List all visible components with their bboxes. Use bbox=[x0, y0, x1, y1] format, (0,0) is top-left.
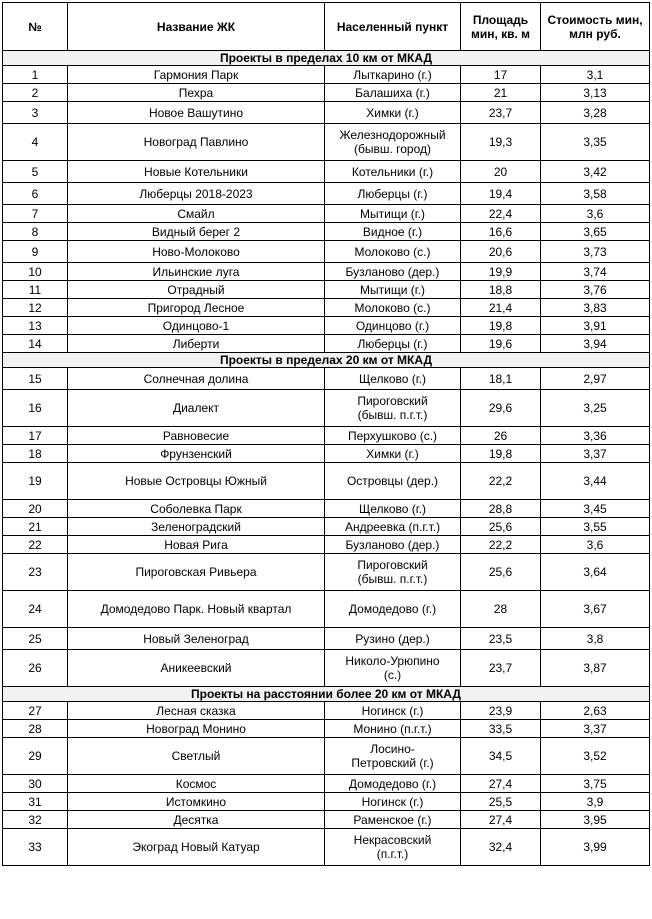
table-row bbox=[3, 183, 650, 205]
cell-complex-name: Равновесие bbox=[68, 427, 325, 445]
cell-number: 19 bbox=[3, 463, 68, 500]
cell-locality: Химки (г.) bbox=[325, 445, 461, 463]
table-row bbox=[3, 124, 650, 161]
cell-min-price: 3,9 bbox=[541, 793, 650, 811]
cell-complex-name: Видный берег 2 bbox=[68, 223, 325, 241]
cell-min-area: 33,5 bbox=[461, 720, 541, 738]
cell-min-price: 3,6 bbox=[541, 205, 650, 223]
cell-locality: Видное (г.) bbox=[325, 223, 461, 241]
cell-number: 26 bbox=[3, 650, 68, 687]
cell-number: 15 bbox=[3, 368, 68, 390]
cell-complex-name: Светлый bbox=[68, 738, 325, 775]
cell-min-area: 21 bbox=[461, 84, 541, 102]
table-row bbox=[3, 829, 650, 866]
cell-complex-name: Новые Островцы Южный bbox=[68, 463, 325, 500]
table-row bbox=[3, 66, 650, 84]
cell-min-price: 3,74 bbox=[541, 263, 650, 281]
header-row bbox=[3, 3, 650, 51]
cell-locality: Домодедово (г.) bbox=[325, 591, 461, 628]
table-row bbox=[3, 720, 650, 738]
cell-number: 3 bbox=[3, 102, 68, 124]
cell-min-price: 3,91 bbox=[541, 317, 650, 335]
table-row bbox=[3, 299, 650, 317]
cell-min-area: 25,6 bbox=[461, 554, 541, 591]
table-body bbox=[3, 51, 650, 866]
cell-complex-name: Люберцы 2018-2023 bbox=[68, 183, 325, 205]
cell-min-price: 3,37 bbox=[541, 720, 650, 738]
cell-complex-name: Аникеевский bbox=[68, 650, 325, 687]
cell-min-price: 3,45 bbox=[541, 500, 650, 518]
cell-min-price: 3,73 bbox=[541, 241, 650, 263]
cell-min-area: 18,1 bbox=[461, 368, 541, 390]
cell-locality: Мытищи (г.) bbox=[325, 205, 461, 223]
cell-min-price: 2,63 bbox=[541, 702, 650, 720]
table-row bbox=[3, 738, 650, 775]
table-row bbox=[3, 811, 650, 829]
cell-min-area: 23,7 bbox=[461, 650, 541, 687]
cell-complex-name: Новоград Монино bbox=[68, 720, 325, 738]
cell-locality: Железнодорожный (бывш. город) bbox=[325, 124, 461, 161]
section-header-row bbox=[3, 353, 650, 368]
cell-number: 13 bbox=[3, 317, 68, 335]
cell-complex-name: Диалект bbox=[68, 390, 325, 427]
cell-locality: Люберцы (г.) bbox=[325, 335, 461, 353]
cell-min-price: 3,25 bbox=[541, 390, 650, 427]
cell-min-price: 3,58 bbox=[541, 183, 650, 205]
table-row bbox=[3, 241, 650, 263]
cell-min-area: 21,4 bbox=[461, 299, 541, 317]
cell-complex-name: Пироговская Ривьера bbox=[68, 554, 325, 591]
cell-min-price: 3,37 bbox=[541, 445, 650, 463]
cell-number: 27 bbox=[3, 702, 68, 720]
cell-number: 24 bbox=[3, 591, 68, 628]
cell-min-price: 3,99 bbox=[541, 829, 650, 866]
cell-min-price: 3,87 bbox=[541, 650, 650, 687]
cell-min-price: 3,42 bbox=[541, 161, 650, 183]
cell-complex-name: Новое Вашутино bbox=[68, 102, 325, 124]
cell-number: 25 bbox=[3, 628, 68, 650]
cell-complex-name: Десятка bbox=[68, 811, 325, 829]
cell-min-area: 27,4 bbox=[461, 775, 541, 793]
cell-number: 8 bbox=[3, 223, 68, 241]
table-row bbox=[3, 263, 650, 281]
table-row bbox=[3, 427, 650, 445]
cell-complex-name: Лесная сказка bbox=[68, 702, 325, 720]
cell-min-price: 3,52 bbox=[541, 738, 650, 775]
cell-min-area: 26 bbox=[461, 427, 541, 445]
cell-complex-name: Истомкино bbox=[68, 793, 325, 811]
projects-table-wrapper bbox=[2, 2, 650, 866]
table-row bbox=[3, 702, 650, 720]
section-title: Проекты на расстоянии более 20 км от МКАД bbox=[3, 687, 650, 702]
cell-min-area: 25,5 bbox=[461, 793, 541, 811]
header-complex-name: Название ЖК bbox=[68, 3, 325, 51]
cell-min-area: 22,2 bbox=[461, 463, 541, 500]
cell-locality: Домодедово (г.) bbox=[325, 775, 461, 793]
cell-locality: Балашиха (г.) bbox=[325, 84, 461, 102]
cell-min-price: 3,64 bbox=[541, 554, 650, 591]
cell-complex-name: Зеленоградский bbox=[68, 518, 325, 536]
cell-complex-name: Пехра bbox=[68, 84, 325, 102]
table-row bbox=[3, 518, 650, 536]
cell-complex-name: Гармония Парк bbox=[68, 66, 325, 84]
cell-min-area: 20,6 bbox=[461, 241, 541, 263]
cell-number: 17 bbox=[3, 427, 68, 445]
cell-locality: Люберцы (г.) bbox=[325, 183, 461, 205]
cell-min-price: 3,67 bbox=[541, 591, 650, 628]
table-row bbox=[3, 650, 650, 687]
cell-min-area: 28,8 bbox=[461, 500, 541, 518]
cell-complex-name: Пригород Лесное bbox=[68, 299, 325, 317]
table-row bbox=[3, 161, 650, 183]
cell-complex-name: Новый Зеленоград bbox=[68, 628, 325, 650]
table-row bbox=[3, 102, 650, 124]
cell-locality: Молоково (с.) bbox=[325, 299, 461, 317]
cell-min-area: 17 bbox=[461, 66, 541, 84]
cell-complex-name: Отрадный bbox=[68, 281, 325, 299]
cell-number: 33 bbox=[3, 829, 68, 866]
header-min-price: Стоимость мин, млн руб. bbox=[541, 3, 650, 51]
cell-locality: Николо-Урюпино (с.) bbox=[325, 650, 461, 687]
cell-number: 30 bbox=[3, 775, 68, 793]
cell-min-area: 23,9 bbox=[461, 702, 541, 720]
table-row bbox=[3, 368, 650, 390]
cell-locality: Бузланово (дер.) bbox=[325, 536, 461, 554]
cell-number: 18 bbox=[3, 445, 68, 463]
cell-locality: Раменское (г.) bbox=[325, 811, 461, 829]
cell-number: 23 bbox=[3, 554, 68, 591]
cell-locality: Ногинск (г.) bbox=[325, 702, 461, 720]
cell-min-area: 19,8 bbox=[461, 317, 541, 335]
cell-locality: Одинцово (г.) bbox=[325, 317, 461, 335]
table-row bbox=[3, 335, 650, 353]
cell-number: 14 bbox=[3, 335, 68, 353]
header-min-area: Площадь мин, кв. м bbox=[461, 3, 541, 51]
section-header-row bbox=[3, 51, 650, 66]
cell-complex-name: Соболевка Парк bbox=[68, 500, 325, 518]
cell-number: 16 bbox=[3, 390, 68, 427]
cell-min-price: 3,35 bbox=[541, 124, 650, 161]
cell-min-area: 27,4 bbox=[461, 811, 541, 829]
cell-locality: Монино (п.г.т.) bbox=[325, 720, 461, 738]
cell-complex-name: Новоград Павлино bbox=[68, 124, 325, 161]
cell-locality: Химки (г.) bbox=[325, 102, 461, 124]
cell-locality: Пироговский (бывш. п.г.т.) bbox=[325, 390, 461, 427]
cell-number: 12 bbox=[3, 299, 68, 317]
cell-complex-name: Ново-Молоково bbox=[68, 241, 325, 263]
cell-min-price: 3,95 bbox=[541, 811, 650, 829]
cell-complex-name: Фрунзенский bbox=[68, 445, 325, 463]
cell-complex-name: Новая Рига bbox=[68, 536, 325, 554]
table-row bbox=[3, 500, 650, 518]
table-row bbox=[3, 463, 650, 500]
cell-locality: Котельники (г.) bbox=[325, 161, 461, 183]
cell-locality: Ногинск (г.) bbox=[325, 793, 461, 811]
cell-number: 6 bbox=[3, 183, 68, 205]
cell-min-area: 22,4 bbox=[461, 205, 541, 223]
header-locality: Населенный пункт bbox=[325, 3, 461, 51]
cell-min-price: 3,75 bbox=[541, 775, 650, 793]
cell-min-price: 3,55 bbox=[541, 518, 650, 536]
cell-number: 4 bbox=[3, 124, 68, 161]
cell-locality: Щелково (г.) bbox=[325, 368, 461, 390]
cell-number: 21 bbox=[3, 518, 68, 536]
cell-min-area: 16,6 bbox=[461, 223, 541, 241]
cell-min-area: 22,2 bbox=[461, 536, 541, 554]
cell-complex-name: Космос bbox=[68, 775, 325, 793]
cell-locality: Пироговский (бывш. п.г.т.) bbox=[325, 554, 461, 591]
cell-complex-name: Домодедово Парк. Новый квартал bbox=[68, 591, 325, 628]
table-row bbox=[3, 536, 650, 554]
cell-min-price: 3,1 bbox=[541, 66, 650, 84]
cell-locality: Некрасовский (п.г.т.) bbox=[325, 829, 461, 866]
cell-min-area: 23,7 bbox=[461, 102, 541, 124]
cell-number: 11 bbox=[3, 281, 68, 299]
cell-locality: Мытищи (г.) bbox=[325, 281, 461, 299]
cell-min-price: 3,65 bbox=[541, 223, 650, 241]
cell-min-price: 3,28 bbox=[541, 102, 650, 124]
cell-number: 28 bbox=[3, 720, 68, 738]
table-row bbox=[3, 793, 650, 811]
cell-complex-name: Ильинские луга bbox=[68, 263, 325, 281]
cell-min-area: 19,9 bbox=[461, 263, 541, 281]
section-title: Проекты в пределах 10 км от МКАД bbox=[3, 51, 650, 66]
section-header-row bbox=[3, 687, 650, 702]
cell-number: 32 bbox=[3, 811, 68, 829]
cell-min-price: 3,44 bbox=[541, 463, 650, 500]
cell-complex-name: Экоград Новый Катуар bbox=[68, 829, 325, 866]
cell-number: 31 bbox=[3, 793, 68, 811]
cell-complex-name: Одинцово-1 bbox=[68, 317, 325, 335]
cell-min-price: 2,97 bbox=[541, 368, 650, 390]
table-row bbox=[3, 591, 650, 628]
cell-locality: Бузланово (дер.) bbox=[325, 263, 461, 281]
table-row bbox=[3, 317, 650, 335]
cell-min-price: 3,13 bbox=[541, 84, 650, 102]
cell-min-area: 29,6 bbox=[461, 390, 541, 427]
cell-number: 22 bbox=[3, 536, 68, 554]
table-row bbox=[3, 628, 650, 650]
cell-locality: Лосино- Петровский (г.) bbox=[325, 738, 461, 775]
cell-complex-name: Либерти bbox=[68, 335, 325, 353]
cell-number: 1 bbox=[3, 66, 68, 84]
header-number: № bbox=[3, 3, 68, 51]
cell-complex-name: Солнечная долина bbox=[68, 368, 325, 390]
cell-min-price: 3,94 bbox=[541, 335, 650, 353]
table-row bbox=[3, 445, 650, 463]
cell-min-area: 28 bbox=[461, 591, 541, 628]
cell-min-price: 3,83 bbox=[541, 299, 650, 317]
cell-locality: Перхушково (с.) bbox=[325, 427, 461, 445]
cell-min-area: 19,8 bbox=[461, 445, 541, 463]
cell-locality: Островцы (дер.) bbox=[325, 463, 461, 500]
cell-min-price: 3,36 bbox=[541, 427, 650, 445]
table-header bbox=[3, 3, 650, 51]
table-row bbox=[3, 390, 650, 427]
cell-min-area: 19,6 bbox=[461, 335, 541, 353]
table-row bbox=[3, 223, 650, 241]
table-row bbox=[3, 281, 650, 299]
cell-number: 5 bbox=[3, 161, 68, 183]
cell-locality: Рузино (дер.) bbox=[325, 628, 461, 650]
cell-min-area: 18,8 bbox=[461, 281, 541, 299]
cell-min-price: 3,8 bbox=[541, 628, 650, 650]
table-row bbox=[3, 84, 650, 102]
cell-locality: Андреевка (п.г.т.) bbox=[325, 518, 461, 536]
table-row bbox=[3, 205, 650, 223]
cell-number: 29 bbox=[3, 738, 68, 775]
cell-number: 20 bbox=[3, 500, 68, 518]
cell-min-area: 19,3 bbox=[461, 124, 541, 161]
cell-min-price: 3,76 bbox=[541, 281, 650, 299]
projects-table bbox=[2, 2, 650, 866]
cell-complex-name: Новые Котельники bbox=[68, 161, 325, 183]
cell-locality: Молоково (с.) bbox=[325, 241, 461, 263]
cell-min-area: 25,6 bbox=[461, 518, 541, 536]
table-row bbox=[3, 554, 650, 591]
cell-locality: Лыткарино (г.) bbox=[325, 66, 461, 84]
cell-locality: Щелково (г.) bbox=[325, 500, 461, 518]
cell-number: 9 bbox=[3, 241, 68, 263]
cell-complex-name: Смайл bbox=[68, 205, 325, 223]
cell-min-area: 32,4 bbox=[461, 829, 541, 866]
cell-number: 7 bbox=[3, 205, 68, 223]
table-row bbox=[3, 775, 650, 793]
cell-number: 2 bbox=[3, 84, 68, 102]
cell-min-area: 19,4 bbox=[461, 183, 541, 205]
cell-min-price: 3,6 bbox=[541, 536, 650, 554]
cell-min-area: 20 bbox=[461, 161, 541, 183]
cell-min-area: 34,5 bbox=[461, 738, 541, 775]
cell-number: 10 bbox=[3, 263, 68, 281]
section-title: Проекты в пределах 20 км от МКАД bbox=[3, 353, 650, 368]
cell-min-area: 23,5 bbox=[461, 628, 541, 650]
